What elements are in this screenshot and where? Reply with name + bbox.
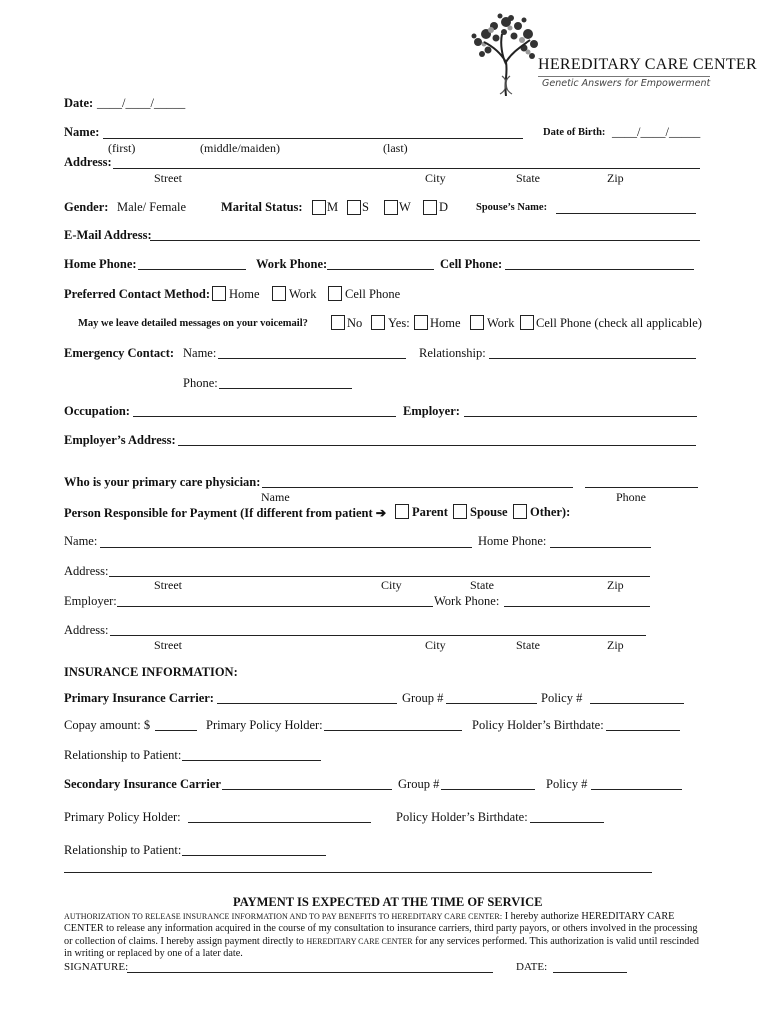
cell-phone-field[interactable] xyxy=(505,269,694,270)
voicemail-home-label: Home xyxy=(430,316,461,330)
resp-state-caption: State xyxy=(470,578,494,592)
resp-name-label: Name: xyxy=(64,534,98,548)
city-caption: City xyxy=(425,171,446,185)
first-caption: (first) xyxy=(108,141,136,155)
primary-carrier-field[interactable] xyxy=(217,703,397,704)
preferred-cell-label: Cell Phone xyxy=(345,287,401,301)
secondary-carrier-label: Secondary Insurance Carrier xyxy=(64,777,221,791)
signature-date-label: DATE: xyxy=(516,961,548,973)
authorization-text-2: for any services performed. This authorization is valid until rescinded in writing or replaced by one of a later date. xyxy=(64,935,700,959)
secondary-group-label: Group # xyxy=(398,777,440,791)
holder-birthdate2-label: Policy Holder’s Birthdate: xyxy=(396,810,528,824)
logo-tagline: Genetic Answers for Empowerment xyxy=(542,78,711,89)
resp-street-caption: Street xyxy=(154,578,182,592)
address-label: Address: xyxy=(64,155,112,169)
preferred-cell-checkbox[interactable] xyxy=(328,286,342,301)
date-field[interactable]: ____/____/_____ xyxy=(97,96,186,110)
primary-holder-label: Primary Policy Holder: xyxy=(206,718,323,732)
emergency-phone-label: Phone: xyxy=(183,376,218,390)
secondary-carrier-field[interactable] xyxy=(222,789,392,790)
relationship2-label: Relationship to Patient: xyxy=(64,843,182,857)
zip-caption: Zip xyxy=(607,171,624,185)
primary-holder2-field[interactable] xyxy=(188,822,371,823)
employer-address-field[interactable] xyxy=(178,445,696,446)
pcp-phone-field[interactable] xyxy=(585,487,698,488)
addr2-state-caption: State xyxy=(516,638,540,652)
cell-phone-label: Cell Phone: xyxy=(440,257,503,271)
voicemail-work-label: Work xyxy=(487,316,515,330)
divider xyxy=(64,872,652,873)
pcp-name-field[interactable] xyxy=(262,487,573,488)
voicemail-home-checkbox[interactable] xyxy=(414,315,428,330)
addr2-zip-caption: Zip xyxy=(607,638,624,652)
relationship-label: Relationship to Patient: xyxy=(64,748,182,762)
dob-field[interactable]: ____/____/_____ xyxy=(612,125,701,139)
employer-address-label: Employer’s Address: xyxy=(64,433,176,447)
voicemail-no-checkbox[interactable] xyxy=(331,315,345,330)
addr2-field[interactable] xyxy=(110,635,646,636)
marital-s-label: S xyxy=(362,200,369,214)
resp-home-phone-field[interactable] xyxy=(550,547,651,548)
middle-caption: (middle/maiden) xyxy=(200,141,280,155)
pcp-phone-caption: Phone xyxy=(616,490,646,504)
payment-heading: PAYMENT IS EXPECTED AT THE TIME OF SERVICE xyxy=(233,895,543,909)
holder-birthdate2-field[interactable] xyxy=(530,822,604,823)
addr2-city-caption: City xyxy=(425,638,446,652)
signature-date-field[interactable] xyxy=(553,972,627,973)
addr2-label: Address: xyxy=(64,623,109,637)
primary-group-label: Group # xyxy=(402,691,444,705)
work-phone-label: Work Phone: xyxy=(256,257,328,271)
resp-name-field[interactable] xyxy=(100,547,472,548)
addr2-street-caption: Street xyxy=(154,638,182,652)
spouse-name-label: Spouse’s Name: xyxy=(476,202,548,213)
responsible-spouse-label: Spouse xyxy=(470,505,508,519)
email-label: E-Mail Address: xyxy=(64,228,152,242)
state-caption: State xyxy=(516,171,540,185)
authorization-text xyxy=(64,911,704,960)
marital-d-label: D xyxy=(439,200,449,214)
authorization-lead: AUTHORIZATION TO RELEASE INSURANCE INFORMATION AND TO PAY BENEFITS TO HEREDITARY CARE CENTER: xyxy=(64,912,503,921)
primary-group-field[interactable] xyxy=(446,703,537,704)
resp-work-phone-label: Work Phone: xyxy=(434,594,500,608)
emergency-phone-field[interactable] xyxy=(219,388,352,389)
copay-label: Copay amount: $ xyxy=(64,718,151,732)
voicemail-cell-label: Cell Phone (check all applicable) xyxy=(536,316,702,330)
occupation-field[interactable] xyxy=(133,416,396,417)
tree-logo-icon xyxy=(466,12,546,96)
pcp-label: Who is your primary care physician: xyxy=(64,475,261,489)
voicemail-no-label: No xyxy=(347,316,363,330)
holder-birthdate-label: Policy Holder’s Birthdate: xyxy=(472,718,604,732)
marital-w-checkbox[interactable] xyxy=(384,200,398,215)
marital-m-checkbox[interactable] xyxy=(312,200,326,215)
preferred-work-checkbox[interactable] xyxy=(272,286,286,301)
name-label: Name: xyxy=(64,125,100,139)
address-field[interactable] xyxy=(113,168,700,169)
responsible-spouse-checkbox[interactable] xyxy=(453,504,467,519)
spouse-name-field[interactable] xyxy=(556,213,696,214)
preferred-contact-label: Preferred Contact Method: xyxy=(64,287,211,301)
gender-label: Gender: xyxy=(64,200,109,214)
resp-city-caption: City xyxy=(381,578,402,592)
holder-birthdate-field[interactable] xyxy=(606,730,680,731)
responsible-label: Person Responsible for Payment (If different from patient ➔ xyxy=(64,506,387,520)
voicemail-yes-label: Yes: xyxy=(388,316,410,330)
relationship-field[interactable] xyxy=(182,760,321,761)
employer-field[interactable] xyxy=(464,416,697,417)
email-field[interactable] xyxy=(150,240,700,241)
work-phone-field[interactable] xyxy=(327,269,434,270)
name-field[interactable] xyxy=(103,138,523,139)
resp-address-label: Address: xyxy=(64,564,109,578)
primary-holder2-label: Primary Policy Holder: xyxy=(64,810,181,824)
primary-carrier-label: Primary Insurance Carrier: xyxy=(64,691,214,705)
relationship2-field[interactable] xyxy=(182,855,326,856)
signature-label: SIGNATURE: xyxy=(64,961,129,973)
resp-employer-label: Employer: xyxy=(64,594,117,608)
voicemail-work-checkbox[interactable] xyxy=(470,315,484,330)
preferred-home-checkbox[interactable] xyxy=(212,286,226,301)
street-caption: Street xyxy=(154,171,182,185)
logo xyxy=(464,12,757,102)
authorization-text-1: I hereby authorize HEREDITARY CARE CENTER to release any information acquired in the course of my consultation to insurance carriers, third party payors, or others involved in the processing or collection of claims. I hereby assign payment directly to xyxy=(64,911,698,947)
occupation-label: Occupation: xyxy=(64,404,130,418)
copay-field[interactable] xyxy=(155,730,197,731)
gender-options[interactable]: Male/ Female xyxy=(117,200,187,214)
date-label: Date: xyxy=(64,96,94,110)
signature-field[interactable] xyxy=(127,972,493,973)
last-caption: (last) xyxy=(383,141,408,155)
preferred-work-label: Work xyxy=(289,287,317,301)
marital-label: Marital Status: xyxy=(221,200,303,214)
authorization-hcc: HEREDITARY CARE CENTER xyxy=(306,936,413,946)
responsible-other-label: Other): xyxy=(530,505,571,519)
home-phone-field[interactable] xyxy=(138,269,246,270)
marital-m-label: M xyxy=(327,200,339,214)
emergency-name-field[interactable] xyxy=(218,358,406,359)
secondary-group-field[interactable] xyxy=(441,789,535,790)
responsible-parent-checkbox[interactable] xyxy=(395,504,409,519)
secondary-policy-label: Policy # xyxy=(546,777,588,791)
logo-title: HEREDITARY CARE CENTER xyxy=(538,56,757,73)
insurance-heading: INSURANCE INFORMATION: xyxy=(64,665,238,679)
employer-label: Employer: xyxy=(403,404,460,418)
emergency-relationship-label: Relationship: xyxy=(419,346,486,360)
marital-s-checkbox[interactable] xyxy=(347,200,361,215)
resp-address-field[interactable] xyxy=(109,576,650,577)
primary-holder-field[interactable] xyxy=(324,730,462,731)
resp-employer-field[interactable] xyxy=(117,606,433,607)
marital-d-checkbox[interactable] xyxy=(423,200,437,215)
dob-label: Date of Birth: xyxy=(543,127,606,138)
home-phone-label: Home Phone: xyxy=(64,257,137,271)
resp-work-phone-field[interactable] xyxy=(504,606,650,607)
resp-zip-caption: Zip xyxy=(607,578,624,592)
voicemail-cell-checkbox[interactable] xyxy=(520,315,534,330)
responsible-other-checkbox[interactable] xyxy=(513,504,527,519)
emergency-name-label: Name: xyxy=(183,346,217,360)
responsible-parent-label: Parent xyxy=(412,505,448,519)
pcp-name-caption: Name xyxy=(261,490,290,504)
primary-policy-label: Policy # xyxy=(541,691,583,705)
marital-w-label: W xyxy=(399,200,411,214)
voicemail-yes-checkbox[interactable] xyxy=(371,315,385,330)
emergency-contact-label: Emergency Contact: xyxy=(64,346,175,360)
voicemail-question: May we leave detailed messages on your voicemail? xyxy=(78,318,308,329)
preferred-home-label: Home xyxy=(229,287,260,301)
resp-home-phone-label: Home Phone: xyxy=(478,534,547,548)
emergency-relationship-field[interactable] xyxy=(489,358,696,359)
secondary-policy-field[interactable] xyxy=(591,789,682,790)
primary-policy-field[interactable] xyxy=(590,703,684,704)
